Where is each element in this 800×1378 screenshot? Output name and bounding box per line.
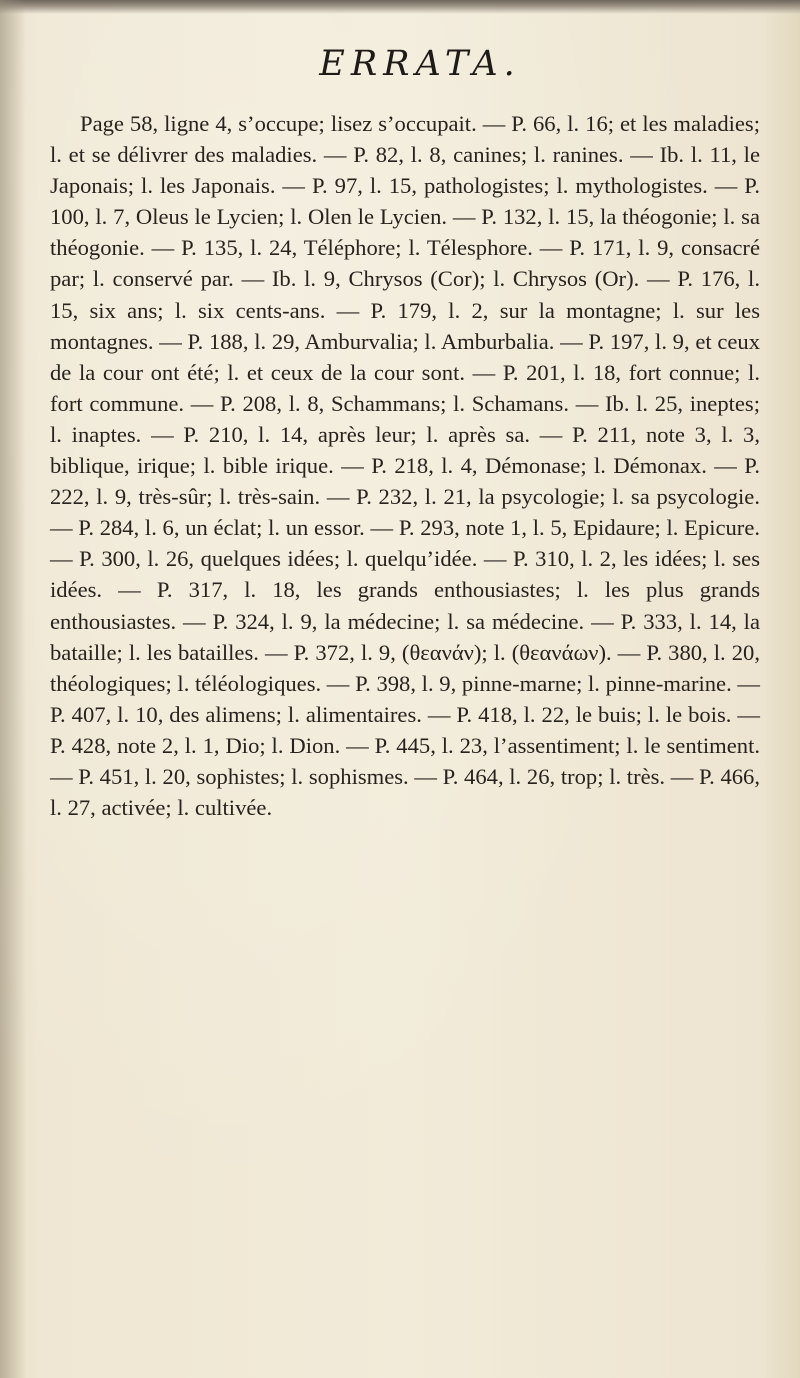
- page-binding-shadow: [0, 0, 26, 1378]
- errata-paragraph: Page 58, ligne 4, s’occupe; lisez s’occupait. — P. 66, l. 16; et les maladies; l. et se délivrer des maladies. — P. 82, l. 8, canines; l. ranines. — Ib. l. 11, le Japonais; l. les Japonais. — P. 97, l. 15, pathologistes; l. mythologistes. — P. 100, l. 7, Oleus le Lycien; l. Olen le Lycien. — P. 132, l. 15, la théogonie; l. sa théogonie. — P. 135, l. 24, Téléphore; l. Télesphore. — P. 171, l. 9, consacré par; l. conservé par. — Ib. l. 9, Chrysos (Cor); l. Chrysos (Or). — P. 176, l. 15, six ans; l. six cents-ans. — P. 179, l. 2, sur la montagne; l. sur les montagnes. — P. 188, l. 29, Amburvalia; l. Amburbalia. — P. 197, l. 9, et ceux de la cour ont été; l. et ceux de la cour sont. — P. 201, l. 18, fort connue; l. fort commune. — P. 208, l. 8, Schammans; l. Schamans. — Ib. l. 25, ineptes; l. inaptes. — P. 210, l. 14, après leur; l. après sa. — P. 211, note 3, l. 3, biblique, irique; l. bible irique. — P. 218, l. 4, Démonase; l. Démonax. — P. 222, l. 9, très-sûr; l. très-sain. — P. 232, l. 21, la psycologie; l. sa psycologie. — P. 284, l. 6, un éclat; l. un essor. — P. 293, note 1, l. 5, Epidaure; l. Epicure. — P. 300, l. 26, quelques idées; l. quelqu’idée. — P. 310, l. 2, les idées; l. ses idées. — P. 317, l. 18, les grands enthousiastes; l. les plus grands enthousiastes. — P. 324, l. 9, la médecine; l. sa médecine. — P. 333, l. 14, la bataille; l. les batailles. — P. 372, l. 9, (θεανάν); l. (θεανάων). — P. 380, l. 20, théologiques; l. téléologiques. — P. 398, l. 9, pinne-marne; l. pinne-marine. — P. 407, l. 10, des alimens; l. alimentaires. — P. 418, l. 22, le buis; l. le bois. — P. 428, note 2, l. 1, Dio; l. Dion. — P. 445, l. 23, l’assentiment; l. le sentiment. — P. 451, l. 20, sophistes; l. sophismes. — P. 464, l. 26, trop; l. très. — P. 466, l. 27, activée; l. cultivée.: [50, 111, 760, 821]
- page-top-edge: [0, 0, 800, 14]
- page-heading: ERRATA.: [319, 44, 521, 84]
- errata-body: [50, 108, 760, 823]
